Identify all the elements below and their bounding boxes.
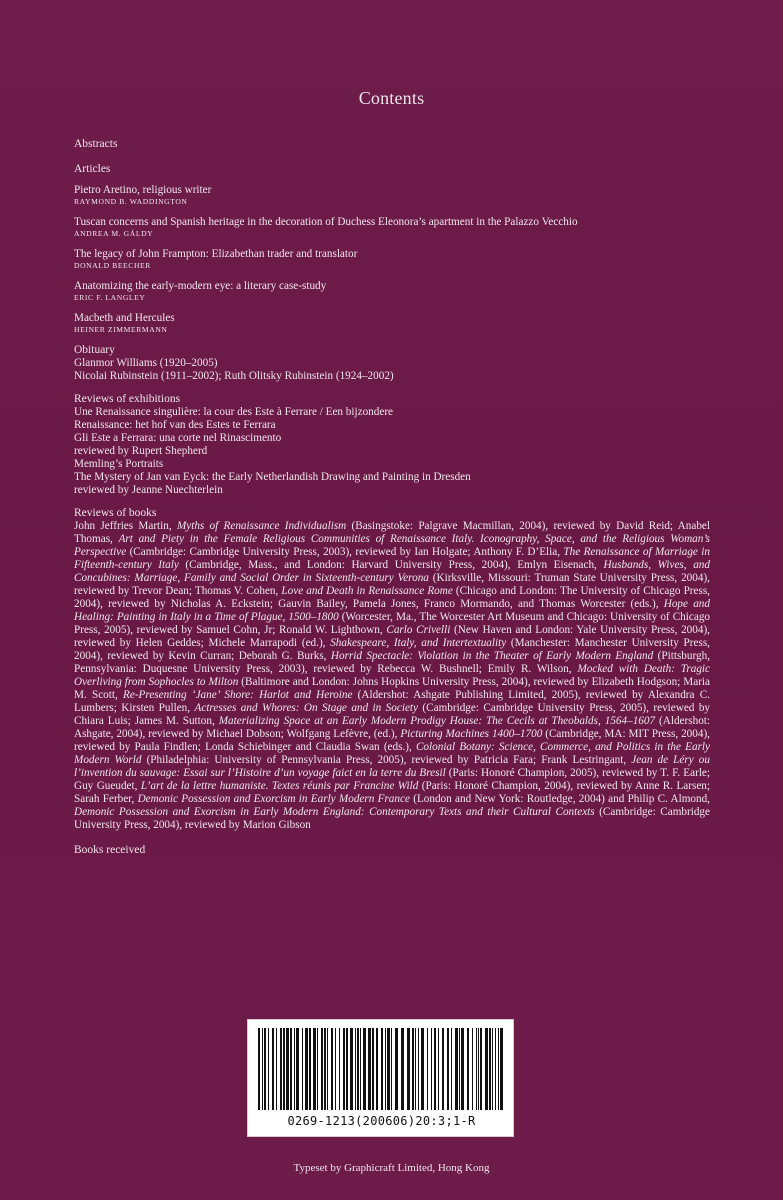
- book-title: Shakespeare, Italy, and Intertextuality: [330, 637, 507, 649]
- book-review-text: (Kirksville, Missouri: Truman State University Press, 2004), reviewed by Trevor Dean; Thomas V. Cohen,: [74, 572, 710, 597]
- article-entry: [74, 312, 710, 335]
- exhibition-line: reviewed by Jeanne Nuechterlein: [74, 484, 223, 496]
- typesetter-credit: Typeset by Graphicraft Limited, Hong Kong: [293, 1162, 490, 1174]
- book-review-text: (Worcester, Ma., The Worcester Art Museum and Chicago: University of Chicago Press, 2005), reviewed by Samuel Cohn, Jr; Ronald W. Lightbown,: [74, 611, 711, 636]
- article-author: DONALD BEECHER: [74, 261, 151, 270]
- article-title: The legacy of John Frampton: Elizabethan trader and translator: [74, 248, 358, 260]
- obituary-line: Glanmor Williams (1920–2005): [74, 357, 218, 369]
- book-review-text: (Basingstoke: Palgrave Macmillan, 2004), reviewed by David Reid; Anabel Thomas,: [74, 520, 710, 545]
- article-title: Macbeth and Hercules: [74, 312, 175, 324]
- book-review-text: (Aldershot: Ashgate, 2004), reviewed by Michael Dobson; Wolfgang Lefèvre, (ed.),: [74, 715, 711, 740]
- book-title: Picturing Machines 1400–1700: [400, 728, 543, 740]
- article-author: ANDREA M. GÁLDY: [74, 229, 154, 238]
- book-review-text: (Baltimore and London: Johns Hopkins University Press, 2004), reviewed by Elizabeth Hodgson; Maria M. Scott,: [74, 676, 710, 701]
- obituary-section: [74, 344, 710, 383]
- barcode-number: 0269-1213(200606)20:3;1-R: [287, 1114, 476, 1128]
- book-review-text: (Paris: Honoré Champion, 2005), reviewed by T. F. Earle; Guy Gueudet,: [74, 767, 711, 792]
- book-review-text: (Cambridge: Cambridge University Press, 2003), reviewed by Ian Holgate; Anthony F. D’Elia,: [126, 546, 564, 558]
- obituary-heading: Obituary: [74, 344, 115, 356]
- obituary-line: Nicolai Rubinstein (1911–2002); Ruth Olitsky Rubinstein (1924–2002): [74, 370, 394, 382]
- exhibition-line: Memling’s Portraits: [74, 458, 164, 470]
- book-review-text: (Paris: Honoré Champion, 2004), reviewed by Anne R. Larsen; Sarah Ferber,: [74, 780, 710, 805]
- article-entry: [74, 184, 710, 207]
- exhibition-line: Une Renaissance singulière: la cour des Este à Ferrare / Een bijzondere: [74, 406, 394, 418]
- article-author: ERIC F. LANGLEY: [74, 293, 146, 302]
- book-title: Actresses and Whores: On Stage and in Society: [194, 702, 418, 714]
- books-heading: Reviews of books: [74, 507, 157, 519]
- contents-list: [74, 138, 710, 869]
- book-review-text: (Cambridge, Mass., and London: Harvard University Press, 2004), Emlyn Eisenach,: [178, 559, 604, 571]
- book-title: Re-Presenting ‘Jane’ Shore: Harlot and Heroine: [123, 689, 353, 701]
- book-review-text: (New Haven and London: Yale University Press, 2004), reviewed by Helen Geddes; Michele Marrapodi (ed.),: [74, 624, 710, 649]
- barcode-bars: [258, 1028, 505, 1112]
- book-review-text: (Chicago and London: The University of Chicago Press, 2004), reviewed by Nicholas A. Eckstein; Gauvin Bailey, Pamela Jones, Franco Mormando, and Thomas Worcester (eds.),: [74, 585, 710, 610]
- book-title: Carlo Crivelli: [386, 624, 451, 636]
- book-title: Love and Death in Renaissance Rome: [281, 585, 453, 597]
- article-title: Pietro Aretino, religious writer: [74, 184, 212, 196]
- article-title: Tuscan concerns and Spanish heritage in the decoration of Duchess Eleonora’s apartment in the Palazzo Vecchio: [74, 216, 578, 228]
- book-review-text: (Manchester: Manchester University Press, 2004), reviewed by Kevin Curran; Deborah G. Burks,: [74, 637, 710, 662]
- exhibitions-section: [74, 393, 710, 497]
- article-author: HEINER ZIMMERMANN: [74, 325, 168, 334]
- book-title: Mocked with Death: Tragic Overliving from Sophocles to Milton: [74, 663, 710, 688]
- book-review-text: (Cambridge, MA: MIT Press, 2004), reviewed by Paula Findlen; Londa Schiebinger and Claudia Swan (eds.),: [74, 728, 710, 753]
- exhibition-line: The Mystery of Jan van Eyck: the Early Netherlandish Drawing and Painting in Dresden: [74, 471, 471, 483]
- book-review-text: (London and New York: Routledge, 2004) and Philip C. Almond,: [409, 793, 710, 805]
- contents-title: Contents: [358, 88, 425, 108]
- exhibition-line: Gli Este a Ferrara: una corte nel Rinascimento: [74, 432, 282, 444]
- articles-section: [74, 163, 710, 335]
- article-entry: [74, 280, 710, 303]
- books-section: [74, 507, 710, 832]
- book-title: Colonial Botany: Science, Commerce, and Politics in the Early Modern World: [74, 741, 711, 766]
- article-title: Anatomizing the early-modern eye: a literary case-study: [74, 280, 327, 292]
- books-received-section: [74, 844, 710, 857]
- book-title: Myths of Renaissance Individualism: [176, 520, 347, 532]
- book-title: Demonic Possession and Exorcism in Early Modern England: Contemporary Texts and their Cultural Contexts: [74, 806, 595, 818]
- book-title: Hope and Healing: Painting in Italy in a Time of Plague, 1500–1800: [74, 598, 710, 623]
- article-author: RAYMOND B. WADDINGTON: [74, 197, 188, 206]
- exhibition-line: Renaissance: het hof van des Estes te Ferrara: [74, 419, 276, 431]
- barcode: [247, 1019, 514, 1137]
- book-review-text: (Aldershot: Ashgate Publishing Limited, 2005), reviewed by Alexandra C. Lumbers; Kirsten Pullen,: [74, 689, 710, 714]
- book-title: Husbands, Wives, and Concubines: Marriage, Family and Social Order in Sixteenth-century Verona: [74, 559, 710, 584]
- book-title: L’art de la lettre humaniste. Textes réunis par Francine Wild: [140, 780, 419, 792]
- book-title: Materializing Space at an Early Modern Prodigy House: The Cecils at Theobalds, 1564–1607: [218, 715, 656, 727]
- abstracts-heading: Abstracts: [74, 138, 118, 150]
- book-review-text: John Jeffries Martin,: [74, 520, 177, 532]
- book-review-text: (Cambridge: Cambridge University Press, 2005), reviewed by Chiara Luis; James M. Sutton,: [74, 702, 711, 727]
- article-entry: [74, 248, 710, 271]
- book-review-text: (Philadelphia: University of Pennsylvania Press, 2005), reviewed by Patricia Fara; Frank Lestringant,: [141, 754, 632, 766]
- book-title: Horrid Spectacle: Violation in the Theater of Early Modern England: [330, 650, 654, 662]
- article-entry: [74, 216, 710, 239]
- articles-heading: Articles: [74, 163, 111, 175]
- exhibitions-heading: Reviews of exhibitions: [74, 393, 181, 405]
- book-title: Jean de Léry ou l’invention du sauvage: Essai sur l’Histoire d’un voyage faict en la terre du Bresil: [74, 754, 710, 779]
- book-review-text: (Pittsburgh, Pennsylvania: Duquesne University Press, 2003), reviewed by Rebecca W. Bushnell; Emily R. Wilson,: [74, 650, 710, 675]
- book-title: Art and Piety in the Female Religious Communities of Renaissance Italy. Iconography, Space, and the Religious Woman’s Perspective: [74, 533, 710, 558]
- exhibition-line: reviewed by Rupert Shepherd: [74, 445, 208, 457]
- books-received-heading: Books received: [74, 844, 146, 856]
- book-review-text: (Cambridge: Cambridge University Press, 2004), reviewed by Marion Gibson: [74, 806, 710, 831]
- abstracts-section: [74, 138, 710, 151]
- book-title: Demonic Possession and Exorcism in Early Modern France: [137, 793, 410, 805]
- books-reviews-paragraph: [74, 520, 710, 832]
- book-title: The Renaissance of Marriage in Fifteenth-century Italy: [74, 546, 710, 571]
